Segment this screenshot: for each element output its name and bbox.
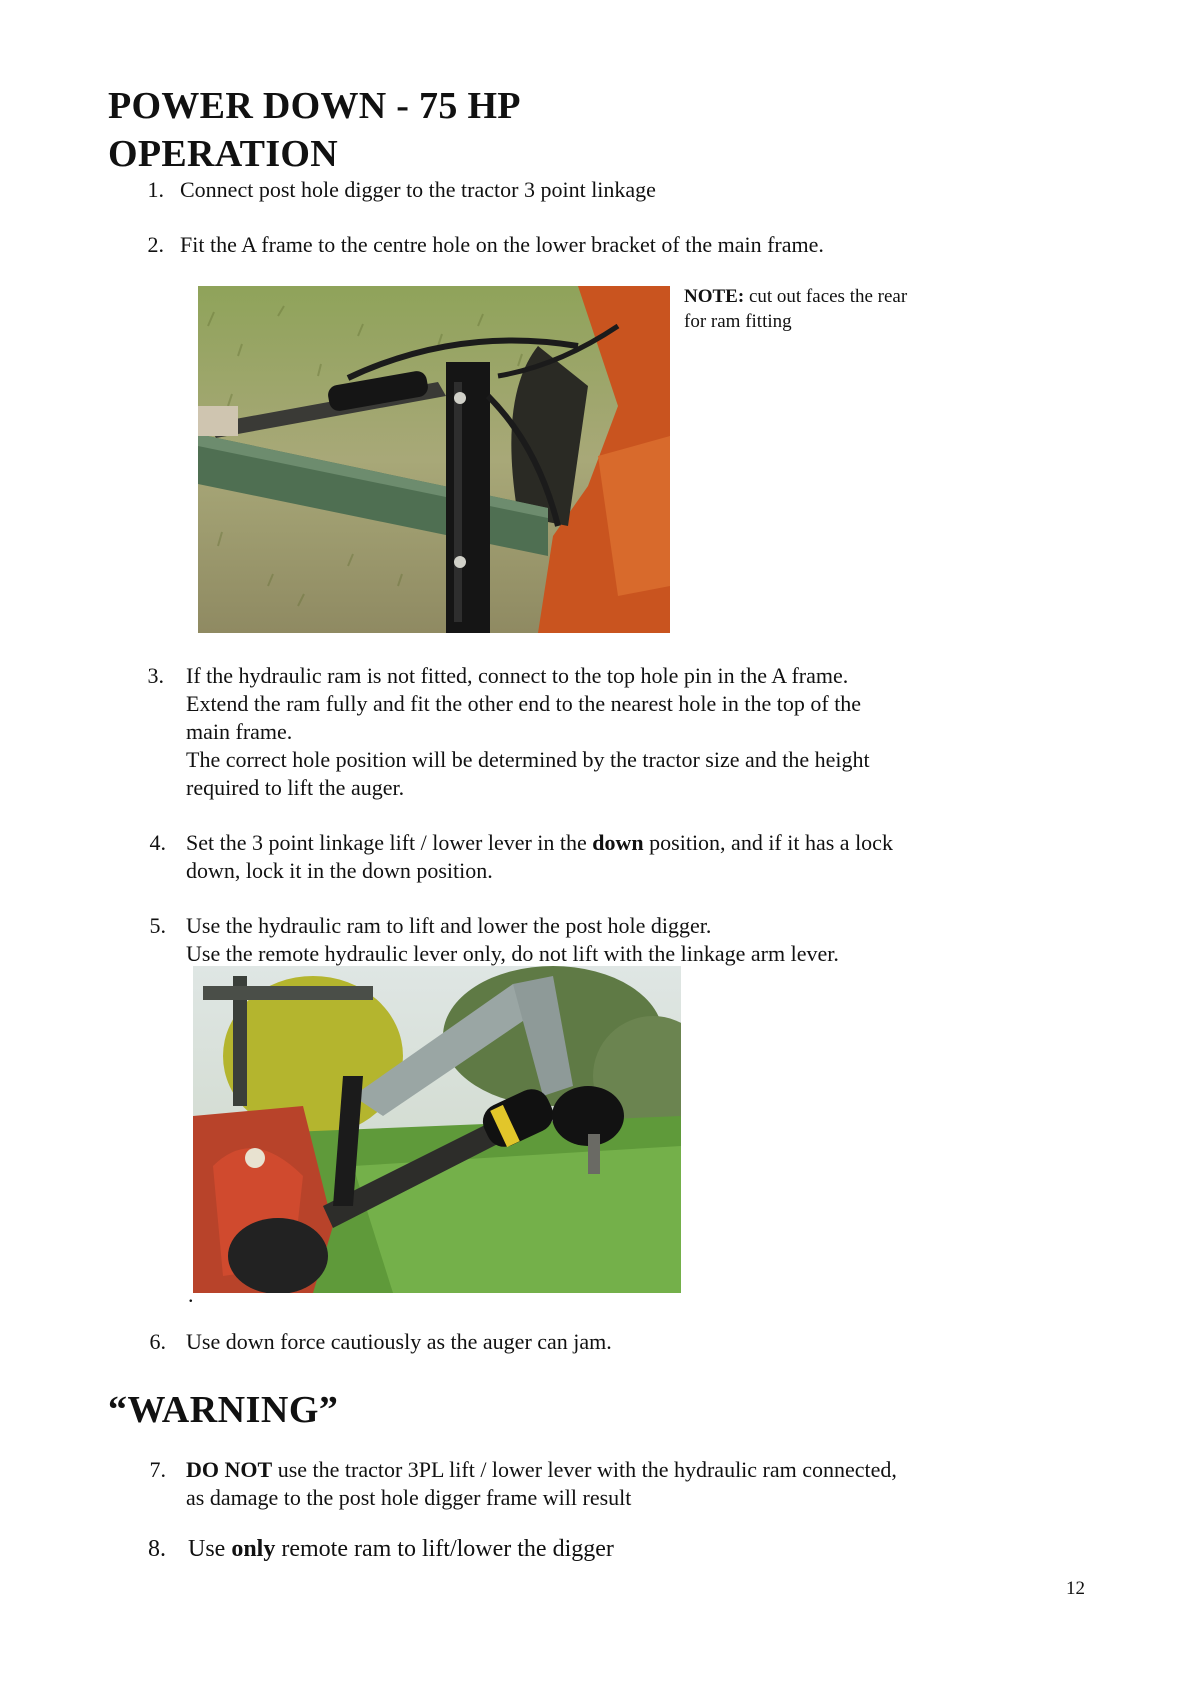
step-number: 7. xyxy=(149,1457,166,1482)
step-text-line: The correct hole position will be determined by the tractor size and the height xyxy=(186,747,870,772)
step-text: Connect post hole digger to the tractor 3 point linkage xyxy=(180,177,656,202)
step-number: 3. xyxy=(147,663,164,688)
warning-heading: “WARNING” xyxy=(108,1389,339,1431)
step-text-line: as damage to the post hole digger frame will result xyxy=(186,1485,632,1510)
note-label: NOTE: xyxy=(684,286,745,307)
step-text: Use only remote ram to lift/lower the digger xyxy=(188,1536,614,1562)
emphasis-do-not: DO NOT xyxy=(186,1457,273,1482)
page-title xyxy=(108,82,521,178)
step-text-line: Set the 3 point linkage lift / lower lever in the down position, and if it has a lock xyxy=(186,830,893,855)
step-number: 8. xyxy=(148,1536,166,1562)
stray-dot: . xyxy=(188,1282,194,1307)
note-text xyxy=(684,284,907,334)
emphasis-down: down xyxy=(592,830,644,855)
step-text-line: down, lock it in the down position. xyxy=(186,858,493,883)
note-line-2: for ram fitting xyxy=(684,311,792,332)
step-number: 4. xyxy=(149,830,166,855)
step-text-line: required to lift the auger. xyxy=(186,775,405,800)
step-text-line: DO NOT use the tractor 3PL lift / lower lever with the hydraulic ram connected, xyxy=(186,1457,897,1482)
step-text-line: main frame. xyxy=(186,719,293,744)
step-text: Use down force cautiously as the auger can jam. xyxy=(186,1329,612,1354)
a-frame-fitting-photo xyxy=(198,286,670,633)
page-number: 12 xyxy=(1066,1578,1085,1599)
step-text-line: If the hydraulic ram is not fitted, connect to the top hole pin in the A frame. xyxy=(186,663,849,688)
title-line-2: OPERATION xyxy=(108,133,339,175)
step-text: Fit the A frame to the centre hole on the lower bracket of the main frame. xyxy=(180,232,824,257)
step-number: 2. xyxy=(147,232,164,257)
emphasis-only: only xyxy=(231,1536,276,1562)
note-line-1: cut out faces the rear xyxy=(744,286,908,307)
step-text-line: Use the hydraulic ram to lift and lower the post hole digger. xyxy=(186,913,712,938)
step-text-line: Extend the ram fully and fit the other end to the nearest hole in the top of the xyxy=(186,691,862,716)
step-number: 1. xyxy=(147,177,164,202)
digger-operation-photo xyxy=(193,966,681,1293)
step-text-line: Use the remote hydraulic lever only, do not lift with the linkage arm lever. xyxy=(186,941,839,966)
step-number: 6. xyxy=(149,1329,166,1354)
title-line-1: POWER DOWN - 75 HP xyxy=(108,85,521,127)
step-number: 5. xyxy=(149,913,166,938)
